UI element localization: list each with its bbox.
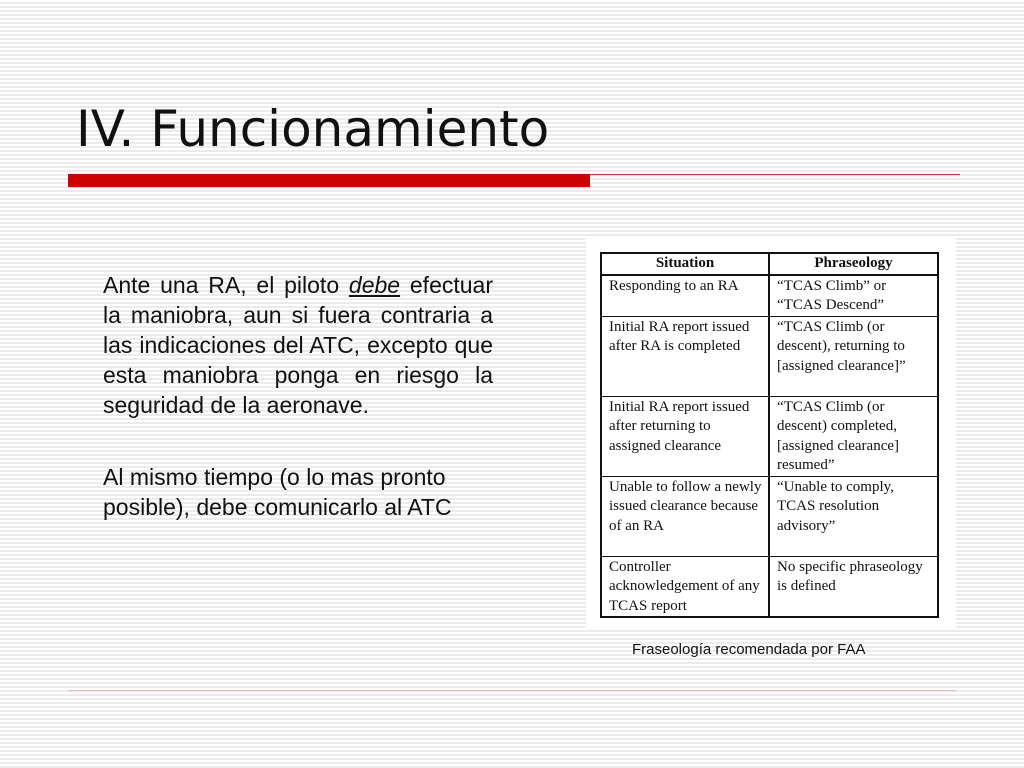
bottom-divider <box>68 690 956 691</box>
paragraph-1-after: efectuar la maniobra, aun si fuera contraria a las indicaciones del ATC, excepto que esta maniobra ponga en riesgo la seguridad de la aeronave. <box>103 272 493 418</box>
header-phraseology: Phraseology <box>769 253 938 275</box>
table-row <box>601 556 938 617</box>
situation-cell: Controller acknowledgement of any TCAS report <box>601 556 769 617</box>
phraseology-cell: No specific phraseology is defined <box>769 556 938 617</box>
table-row <box>601 396 938 476</box>
table-row <box>601 316 938 396</box>
header-situation: Situation <box>601 253 769 275</box>
table-caption: Fraseología recomendada por FAA <box>632 641 866 658</box>
phraseology-table-panel <box>586 238 956 630</box>
phraseology-cell: “Unable to comply, TCAS resolution advisory” <box>769 476 938 556</box>
title-underline-bar <box>68 174 590 187</box>
table-row <box>601 275 938 317</box>
situation-cell: Initial RA report issued after RA is completed <box>601 316 769 396</box>
body-text <box>103 270 493 522</box>
table-row <box>601 476 938 556</box>
paragraph-1-emphasis: debe <box>348 272 401 298</box>
phraseology-cell: “TCAS Climb (or descent), returning to [assigned clearance]” <box>769 316 938 396</box>
table-header-row <box>601 253 938 275</box>
paragraph-1 <box>103 270 493 420</box>
phraseology-cell: “TCAS Climb (or descent) completed, [assigned clearance] resumed” <box>769 396 938 476</box>
slide-title: IV. Funcionamiento <box>76 100 550 158</box>
paragraph-2: Al mismo tiempo (o lo mas pronto posible), debe comunicarlo al ATC <box>103 464 452 520</box>
situation-cell: Responding to an RA <box>601 275 769 317</box>
phraseology-table <box>600 252 939 618</box>
situation-cell: Unable to follow a newly issued clearance because of an RA <box>601 476 769 556</box>
paragraph-1-before: Ante una RA, el piloto <box>103 272 349 298</box>
situation-cell: Initial RA report issued after returning to assigned clearance <box>601 396 769 476</box>
title-underline-thin <box>590 174 960 175</box>
phraseology-cell: “TCAS Climb” or “TCAS Descend” <box>769 275 938 317</box>
